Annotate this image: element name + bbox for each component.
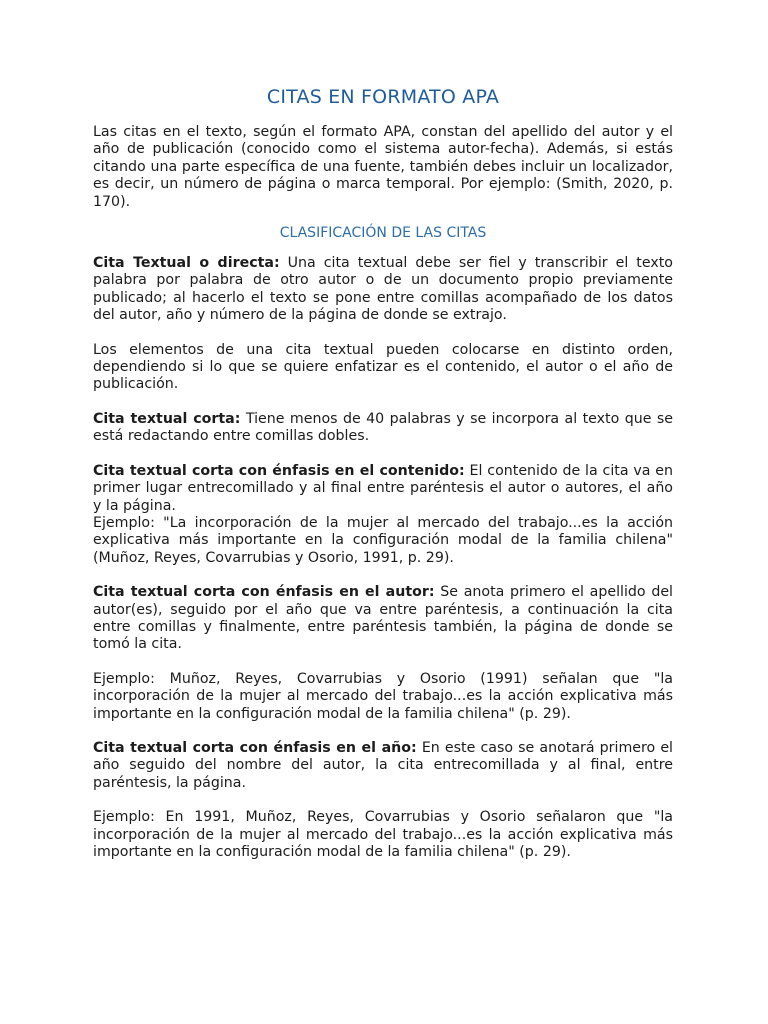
autor-paragraph	[93, 584, 673, 654]
textual-text: Una cita textual debe ser fiel y transcribir el texto palabra por palabra de otro autor o de un documento propio previamente publicado; al hacerlo el texto se pone entre comillas acompañado de los datos del autor, año y número de la página de donde se extrajo.	[93, 255, 673, 324]
section-subtitle: CLASIFICACIÓN DE LAS CITAS	[279, 225, 487, 242]
textual-paragraph	[93, 255, 673, 325]
corta-label: Cita textual corta:	[93, 410, 241, 427]
anio-example: Ejemplo: En 1991, Muñoz, Reyes, Covarrubias y Osorio señalaron que "la incorporación de la mujer al mercado del trabajo...es la acción explicativa más importante en la configuración modal de la familia chilena" (p. 29).	[93, 809, 673, 860]
textual-label: Cita Textual o directa:	[93, 255, 280, 272]
document-title: CITAS EN FORMATO APA	[266, 86, 500, 108]
corta-text: Tiene menos de 40 palabras y se incorpora al texto que se está redactando entre comillas dobles.	[93, 410, 673, 445]
corta-paragraph	[93, 411, 673, 446]
contenido-text: El contenido de la cita va en primer lugar entrecomillado y al final entre paréntesis el autor o autores, el año y la página.	[93, 462, 673, 514]
elementos-paragraph: Los elementos de una cita textual pueden colocarse en distinto orden, dependiendo si lo que se quiere enfatizar es el contenido, el autor o el año de publicación.	[93, 341, 673, 393]
autor-text: Se anota primero el apellido del autor(es), seguido por el año que va entre paréntesis, a continuación la cita entre comillas y finalmente, entre paréntesis también, la página de donde se tomó la cita.	[93, 584, 673, 653]
document-page	[93, 84, 673, 861]
anio-paragraph	[93, 740, 673, 792]
intro-paragraph: Las citas en el texto, según el formato APA, constan del apellido del autor y el año de publicación (conocido como el sistema autor-fecha). Además, si estás citando una parte específica de una fuente, también debes incluir un localizador, es decir, un número de página o marca temporal. Por ejemplo: (Smith, 2020, p. 170).	[93, 124, 673, 210]
contenido-paragraph	[93, 463, 673, 515]
anio-text: En este caso se anotará primero el año seguido del nombre del autor, la cita entrecomillada y al final, entre paréntesis, la página.	[93, 739, 673, 791]
autor-example: Ejemplo: Muñoz, Reyes, Covarrubias y Osorio (1991) señalan que "la incorporación de la mujer al mercado del trabajo...es la acción explicativa más importante en la configuración modal de la familia chilena" (p. 29).	[93, 670, 673, 722]
anio-label: Cita textual corta con énfasis en el año:	[93, 739, 417, 756]
contenido-example: Ejemplo: "La incorporación de la mujer al mercado del trabajo...es la acción explicativa más importante en la configuración modal de la familia chilena" (Muñoz, Reyes, Covarrubias y Osorio, 1991, p. 29).	[93, 514, 673, 566]
contenido-label: Cita textual corta con énfasis en el contenido:	[93, 462, 465, 479]
autor-label: Cita textual corta con énfasis en el autor:	[93, 584, 435, 601]
